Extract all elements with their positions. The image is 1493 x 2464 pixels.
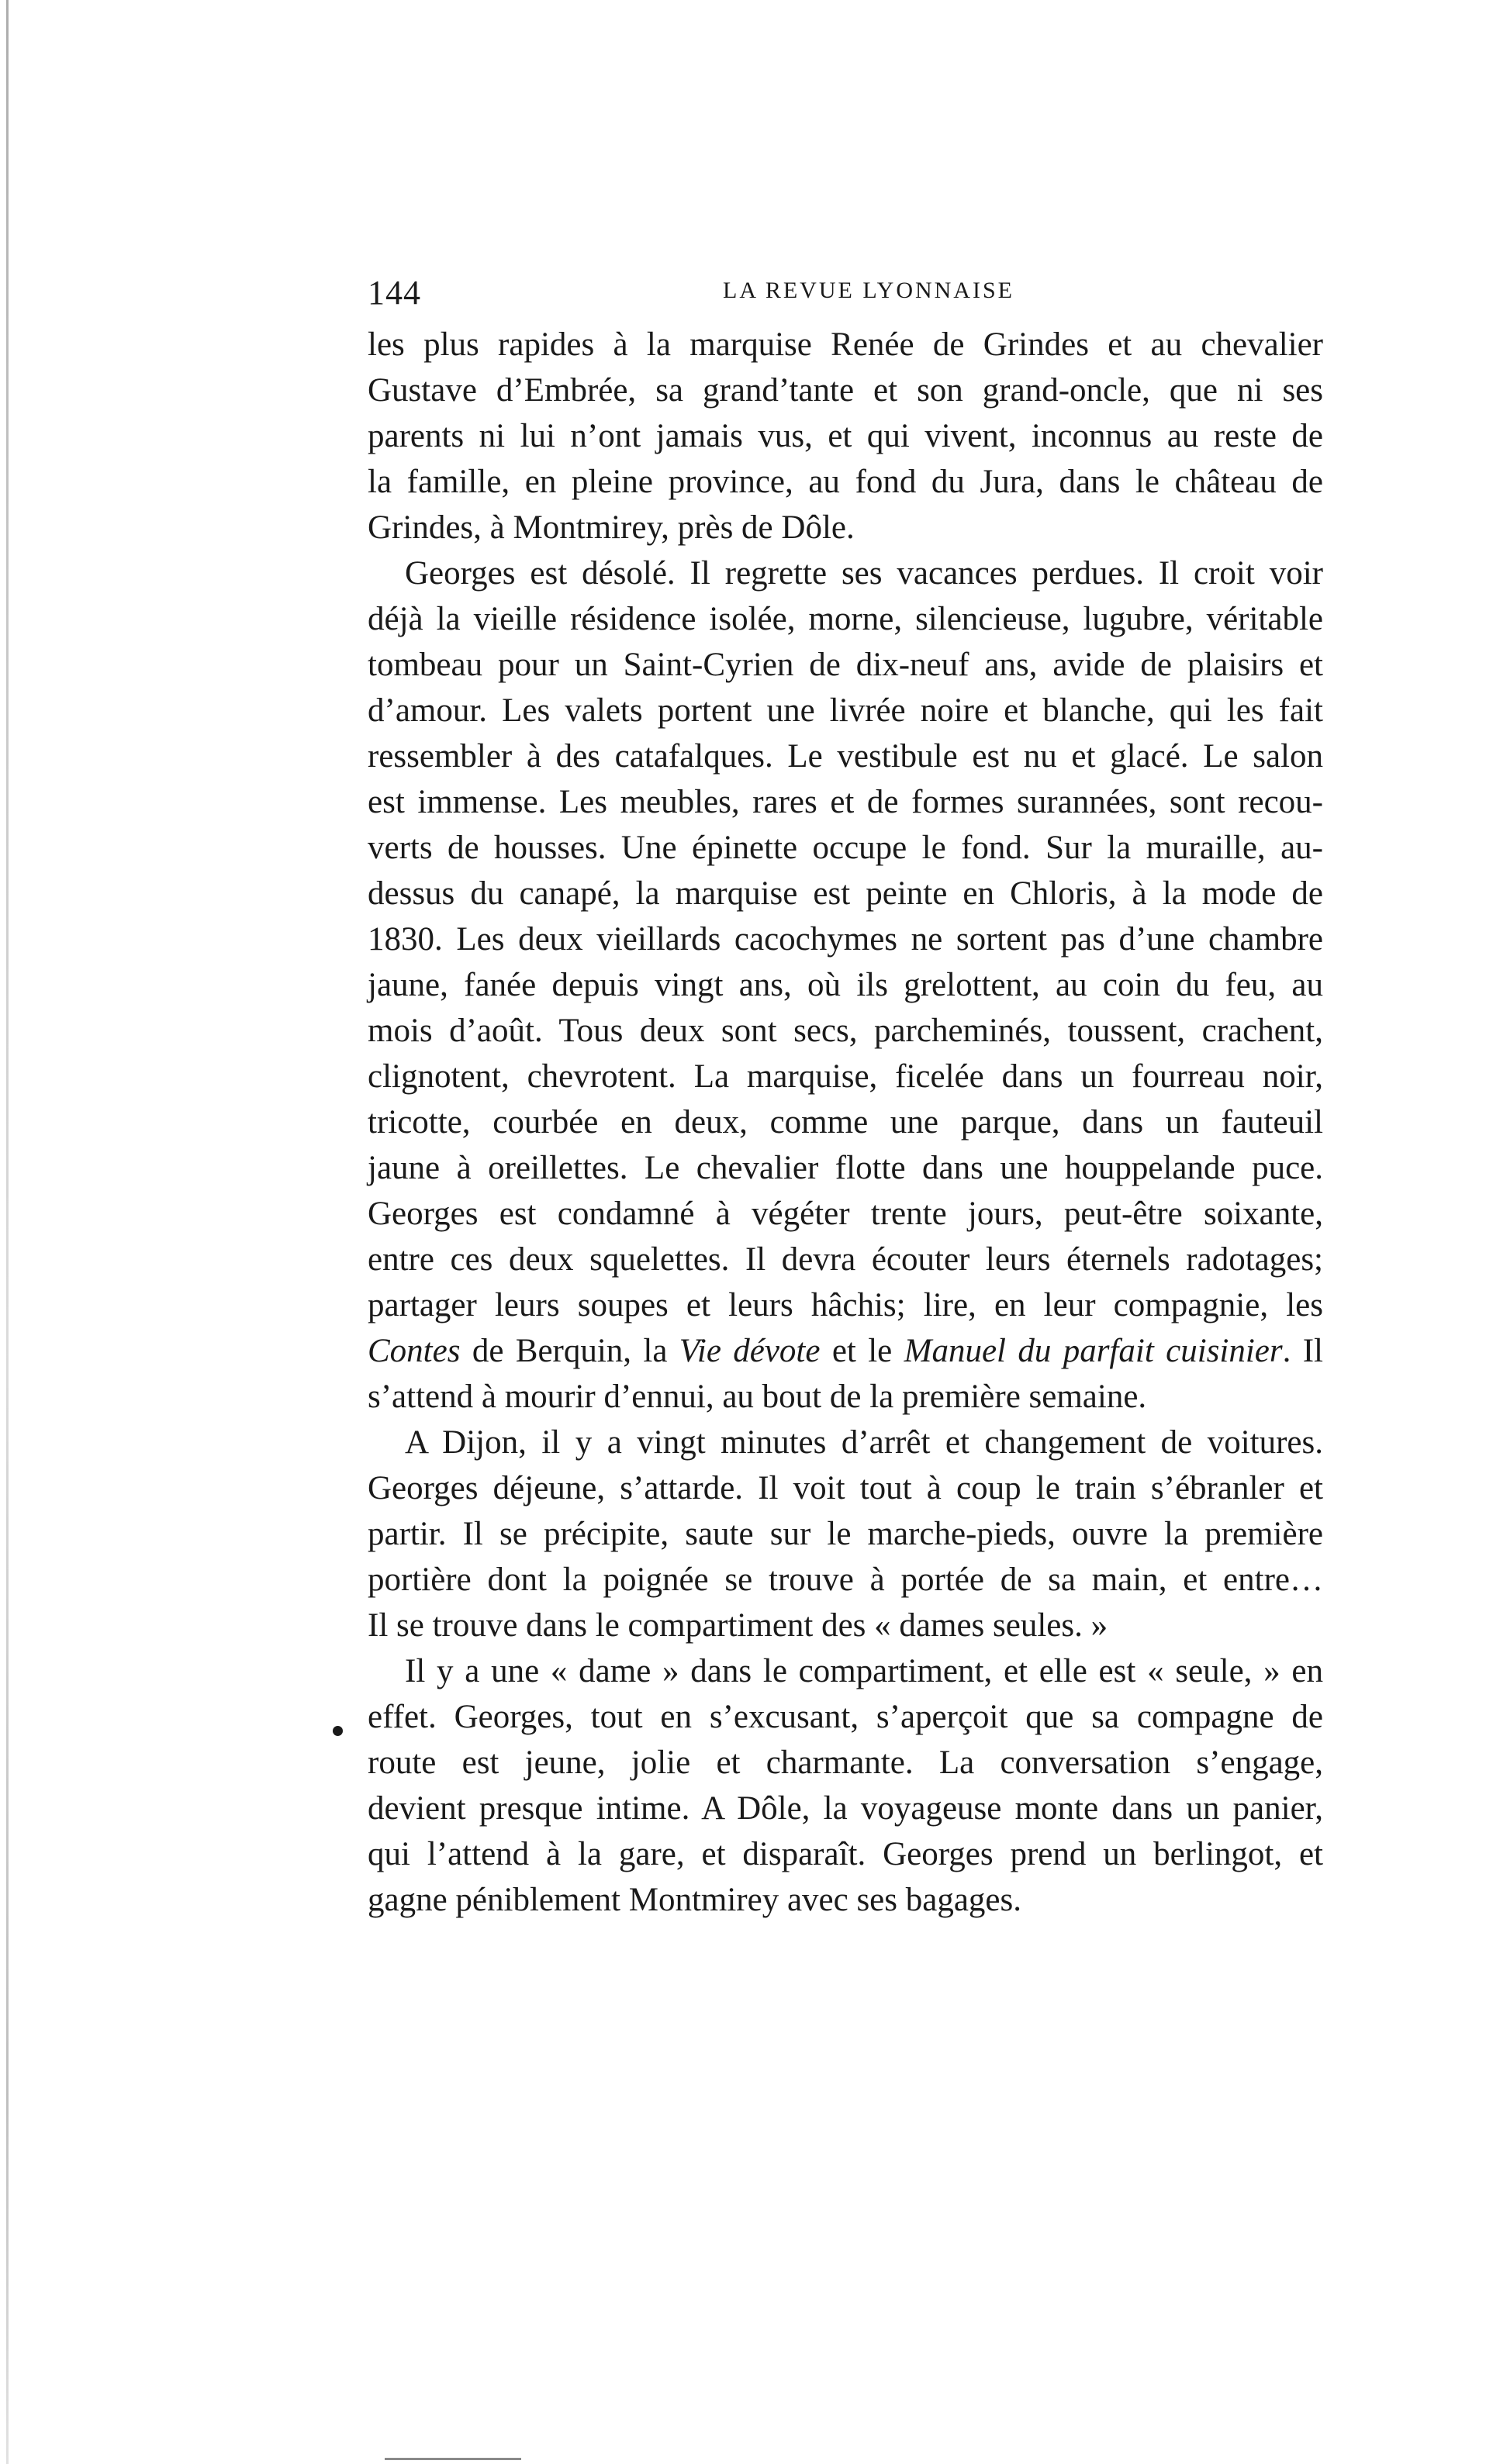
text-line: Gustave d’Embrée, sa grand’tante et son grand-oncle, que ni ses (368, 372, 1323, 409)
text-line: gagne péniblement Montmirey avec ses bagages. (368, 1882, 1021, 1918)
book-title: Vie dévote (679, 1333, 821, 1369)
text-line: jaune à oreillettes. Le chevalier flotte dans une houppelande puce. (368, 1150, 1323, 1186)
body-text (368, 322, 1323, 1923)
paragraph (368, 322, 1323, 550)
text-line-with-titles (368, 1328, 1323, 1374)
text-line: Georges déjeune, s’attarde. Il voit tout à coup le train s’ébranler et (368, 1470, 1323, 1506)
text-line: tombeau pour un Saint-Cyrien de dix-neuf ans, avide de plaisirs et (368, 647, 1323, 683)
text-line: Grindes, à Montmirey, près de Dôle. (368, 509, 855, 546)
text-line: parents ni lui n’ont jamais vus, et qui vivent, inconnus au reste de (368, 418, 1323, 454)
text-line: 1830. Les deux vieillards cacochymes ne sortent pas d’une chambre (368, 921, 1323, 958)
ink-spot (333, 1726, 343, 1736)
text-line: portière dont la poignée se trouve à portée de sa main, et entre… (368, 1562, 1323, 1598)
text-line: partir. Il se précipite, saute sur le marche-pieds, ouvre la première (368, 1516, 1323, 1552)
text-line: Georges est condamné à végéter trente jours, peut-être soixante, (368, 1196, 1323, 1232)
text-line: tricotte, courbée en deux, comme une parque, dans un fauteuil (368, 1104, 1323, 1141)
paragraph (368, 1648, 1323, 1923)
text-line: Georges est désolé. Il regrette ses vacances perdues. Il croit voir (405, 555, 1323, 592)
scan-edge-shadow (6, 0, 9, 2464)
text-line: qui l’attend à la gare, et disparaît. Georges prend un berlingot, et (368, 1836, 1323, 1872)
text-line: verts de housses. Une épinette occupe le fond. Sur la muraille, au- (368, 830, 1323, 866)
text-segment: et le (820, 1333, 904, 1369)
text-line: jaune, fanée depuis vingt ans, où ils grelottent, au coin du feu, au (368, 967, 1323, 1003)
footer-rule (385, 2458, 521, 2460)
text-line: d’amour. Les valets portent une livrée noire et blanche, qui les fait (368, 692, 1323, 729)
text-line: Il y a une « dame » dans le compartiment, et elle est « seule, » en (405, 1653, 1323, 1689)
text-line: la famille, en pleine province, au fond du Jura, dans le château de (368, 464, 1323, 500)
text-line: est immense. Les meubles, rares et de formes surannées, sont recou- (368, 784, 1323, 820)
text-line: les plus rapides à la marquise Renée de Grindes et au chevalier (368, 326, 1323, 363)
text-segment: de Berquin, la (460, 1333, 679, 1369)
running-head (368, 273, 1323, 312)
text-line: effet. Georges, tout en s’excusant, s’aperçoit que sa compagne de (368, 1699, 1323, 1735)
text-line: A Dijon, il y a vingt minutes d’arrêt et changement de voitures. (405, 1424, 1323, 1461)
text-line: dessus du canapé, la marquise est peinte en Chloris, à la mode de (368, 875, 1323, 912)
text-line: partager leurs soupes et leurs hâchis; lire, en leur compagnie, les (368, 1287, 1323, 1323)
book-title: Manuel du parfait cuisinier (904, 1333, 1283, 1369)
text-line: s’attend à mourir d’ennui, au bout de la première semaine. (368, 1379, 1147, 1415)
paragraph (368, 1420, 1323, 1648)
text-line: mois d’août. Tous deux sont secs, parcheminés, toussent, crachent, (368, 1013, 1323, 1049)
page-number: 144 (368, 274, 421, 312)
book-title: Contes (368, 1333, 461, 1369)
text-segment: . Il (1282, 1333, 1323, 1369)
text-line: route est jeune, jolie et charmante. La conversation s’engage, (368, 1744, 1323, 1781)
text-line: clignotent, chevrotent. La marquise, ficelée dans un fourreau noir, (368, 1058, 1323, 1095)
text-line: ressembler à des catafalques. Le vestibule est nu et glacé. Le salon (368, 738, 1323, 775)
journal-title: LA REVUE LYONNAISE (723, 278, 1014, 303)
paragraph (368, 550, 1323, 1420)
text-line: devient presque intime. A Dôle, la voyageuse monte dans un panier, (368, 1790, 1323, 1827)
text-line: Il se trouve dans le compartiment des « dames seules. » (368, 1607, 1108, 1644)
text-line: entre ces deux squelettes. Il devra écouter leurs éternels radotages; (368, 1241, 1323, 1278)
text-line: déjà la vieille résidence isolée, morne, silencieuse, lugubre, véritable (368, 601, 1323, 637)
